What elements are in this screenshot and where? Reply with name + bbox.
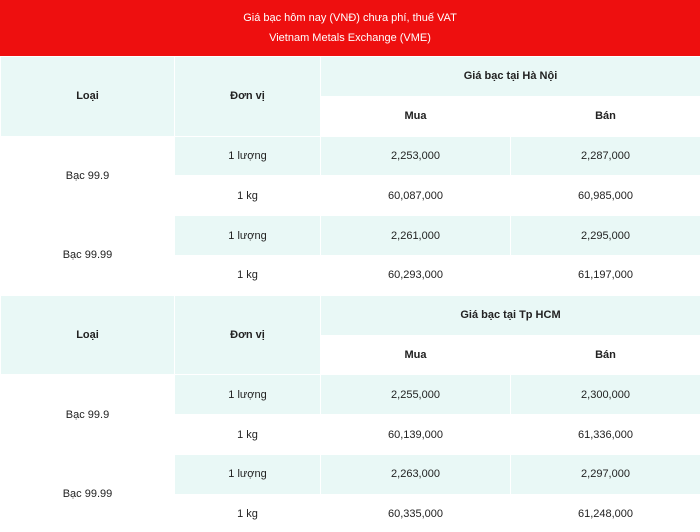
table-row — [1, 454, 700, 494]
col-header-buy: Mua — [321, 335, 511, 375]
buy-price: 2,263,000 — [321, 454, 511, 494]
col-header-unit: Đơn vị — [175, 295, 321, 375]
sell-price: 2,300,000 — [511, 375, 700, 415]
silver-price-table — [0, 56, 700, 532]
col-header-type: Loại — [1, 295, 175, 375]
col-header-sell: Bán — [511, 96, 700, 136]
col-header-type: Loại — [1, 57, 175, 137]
buy-price: 60,293,000 — [321, 255, 511, 295]
section-header-row — [1, 295, 700, 335]
sell-price: 2,295,000 — [511, 216, 700, 256]
col-header-unit: Đơn vị — [175, 57, 321, 137]
unit-cell: 1 kg — [175, 255, 321, 295]
header-banner — [0, 0, 700, 56]
product-name: Bạc 99.9 — [1, 375, 175, 455]
sell-price: 61,336,000 — [511, 415, 700, 455]
unit-cell: 1 lượng — [175, 136, 321, 176]
location-header: Giá bạc tại Tp HCM — [321, 295, 700, 335]
sell-price: 60,985,000 — [511, 176, 700, 216]
buy-price: 60,087,000 — [321, 176, 511, 216]
table-row — [1, 216, 700, 256]
sell-price: 61,248,000 — [511, 494, 700, 532]
table-row — [1, 136, 700, 176]
section-header-row — [1, 57, 700, 97]
buy-price: 2,253,000 — [321, 136, 511, 176]
unit-cell: 1 kg — [175, 494, 321, 532]
header-title: Giá bạc hôm nay (VNĐ) chưa phí, thuế VAT — [243, 12, 457, 24]
header-subtitle: Vietnam Metals Exchange (VME) — [269, 32, 431, 44]
col-header-sell: Bán — [511, 335, 700, 375]
col-header-buy: Mua — [321, 96, 511, 136]
location-header: Giá bạc tại Hà Nội — [321, 57, 700, 97]
buy-price: 2,261,000 — [321, 216, 511, 256]
sell-price: 61,197,000 — [511, 255, 700, 295]
unit-cell: 1 lượng — [175, 216, 321, 256]
sell-price: 2,287,000 — [511, 136, 700, 176]
buy-price: 60,335,000 — [321, 494, 511, 532]
buy-price: 60,139,000 — [321, 415, 511, 455]
unit-cell: 1 lượng — [175, 454, 321, 494]
unit-cell: 1 kg — [175, 176, 321, 216]
unit-cell: 1 lượng — [175, 375, 321, 415]
product-name: Bạc 99.99 — [1, 216, 175, 296]
product-name: Bạc 99.99 — [1, 454, 175, 532]
buy-price: 2,255,000 — [321, 375, 511, 415]
unit-cell: 1 kg — [175, 415, 321, 455]
product-name: Bạc 99.9 — [1, 136, 175, 216]
table-row — [1, 375, 700, 415]
sell-price: 2,297,000 — [511, 454, 700, 494]
